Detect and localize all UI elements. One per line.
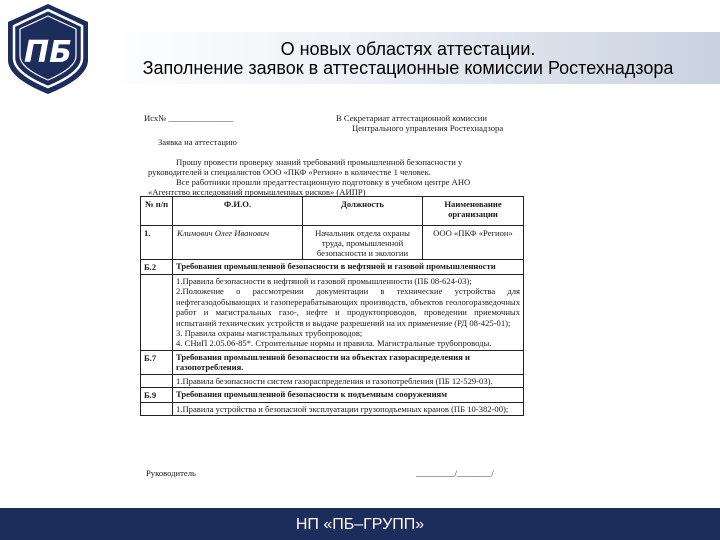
doc-body-line1: Прошу провести проверку знаний требований промышленной безопасности у — [176, 157, 463, 167]
doc-body-line4: «Агентство исследований промышленных рисков» (АИПР) — [148, 187, 366, 197]
pb-shield-logo — [0, 0, 96, 96]
doc-signature-label: Руководитель — [146, 468, 196, 478]
slide-footer — [0, 508, 720, 540]
doc-signature-blank: _________/________/ — [416, 468, 494, 478]
section-title: Требования промышленной безопасности на объектах газораспределения и газопотребления. — [176, 351, 470, 373]
slide-title-line1: О новых областях аттестации. — [280, 39, 536, 59]
doc-subject: Заявка на аттестацию — [158, 137, 237, 147]
col-header-organization: Наименование организации — [444, 199, 502, 219]
doc-body-line2: руководителей и специалистов ООО «ПКФ «Регион» в количестве 1 человек. — [148, 167, 431, 177]
section-title: Требования промышленной безопасности в нефтяной и газовой промышленности — [176, 261, 496, 271]
section-item: 4. СНиП 2.05.06-85*. Строительные нормы и правила. Магистральные трубопроводы. — [176, 338, 492, 349]
section-code: Б.7 — [141, 351, 173, 374]
table-row-items-b7 — [141, 374, 523, 387]
section-item: 3. Правила охраны магистральных трубопроводов; — [176, 328, 363, 339]
col-header-position: Должность — [303, 197, 423, 225]
person-num: 1. — [141, 226, 173, 259]
col-header-num: № п/п — [141, 197, 173, 225]
doc-body-line3: Все работники прошли предаттестационную подготовку в учебном центре АНО — [176, 177, 471, 187]
table-row-items-b9 — [141, 402, 523, 415]
section-item: 1.Правила безопасности в нефтяной и газовой промышленности (ПБ 08-624-03); — [176, 276, 472, 286]
doc-addressee-line1: В Секретариат аттестационной комиссии — [336, 113, 487, 123]
slide-header — [0, 0, 720, 98]
table-row-items-b2 — [141, 274, 523, 350]
table-row-person — [141, 225, 523, 259]
section-code: Б.2 — [141, 260, 173, 274]
person-organization: ООО «ПКФ «Регион» — [433, 228, 513, 238]
table-row-section-b2 — [141, 259, 523, 274]
person-position: Начальник отдела охраны труда, промышленной безопасности и экологии — [303, 226, 423, 259]
logo-text: ПБ — [24, 35, 72, 70]
slide-title-line2: Заполнение заявок в аттестационные комиссии Ростехнадзора — [142, 58, 674, 78]
person-name: Климович Олег Иванович — [173, 226, 303, 259]
section-item: 1.Правила устройства и безопасной эксплуатации грузоподъемных кранов (ПБ 10-382-00); — [176, 404, 509, 415]
doc-addressee-line2: Центрального управления Ростехнадзора — [352, 123, 504, 133]
table-row-section-b7 — [141, 350, 523, 374]
section-item: 1.Правила безопасности систем газораспределения и газопотребления (ПБ 12-529-03). — [176, 375, 493, 386]
application-document — [140, 106, 580, 494]
section-title: Требования промышленной безопасности к подъемным сооружениям — [176, 389, 448, 400]
col-header-name: Ф.И.О. — [173, 197, 303, 225]
footer-organization: НП «ПБ–ГРУПП» — [295, 516, 425, 533]
table-header-row — [141, 197, 523, 225]
attestation-table — [140, 196, 524, 416]
section-code: Б.9 — [141, 388, 173, 402]
doc-ref: Исх№ _______________ — [144, 113, 234, 123]
section-item: 2.Положение о рассмотрении документации в технические устройства для нефтегазодобывающих и газоперерабатывающих производств, объектов геологоразведочных работ и магистральных газо-, нефте и продуктопроводов, проведении приемочных испытаний технических устройств и выдаче разрешений на их применение (РД 08-425-01); — [176, 286, 520, 328]
table-row-section-b9 — [141, 387, 523, 402]
